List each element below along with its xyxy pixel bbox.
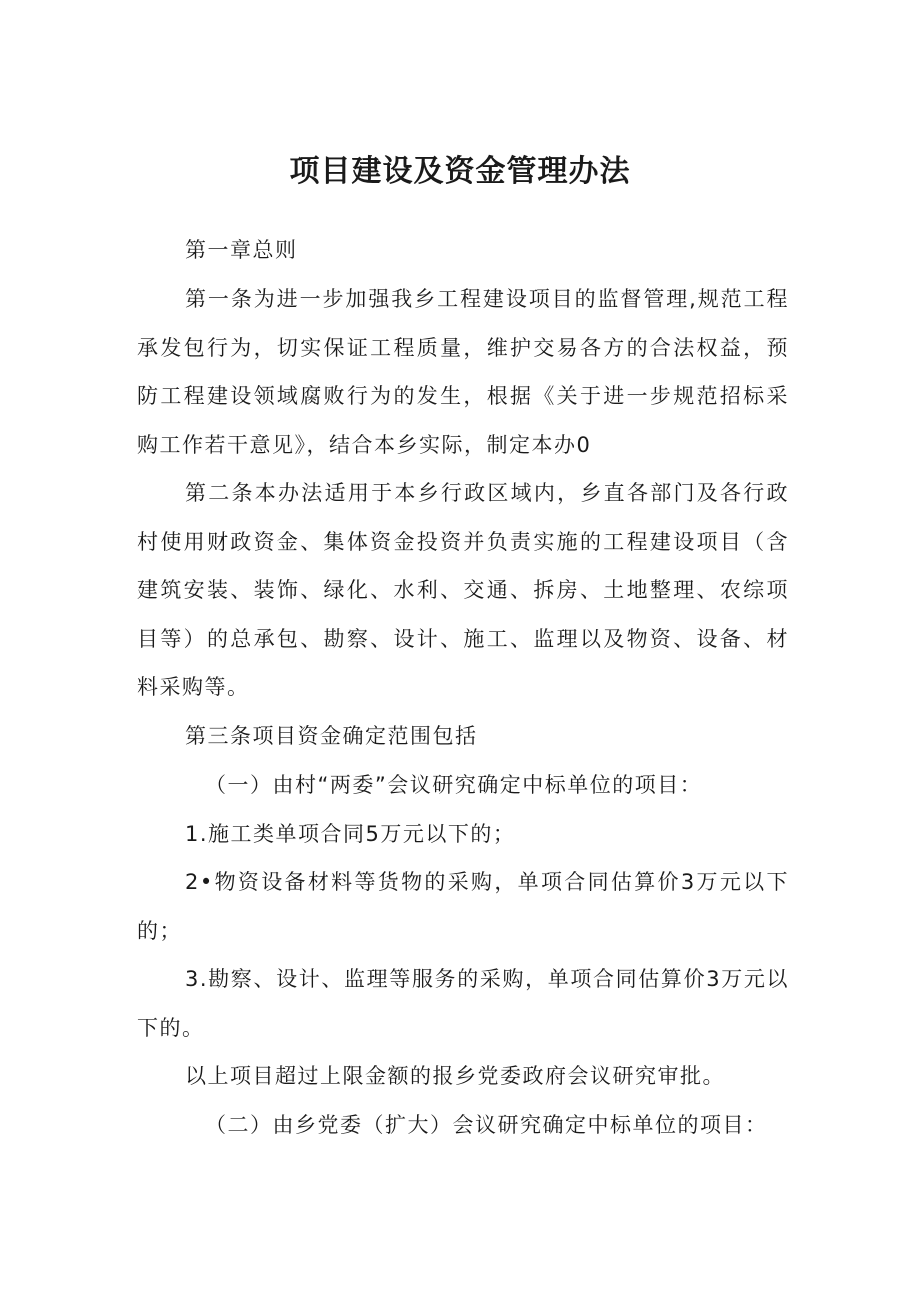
- chapter-heading: 第一章总则: [185, 238, 298, 262]
- clause-1-heading: （一）由村“两委”会议研究确定中标单位的项目：: [205, 773, 703, 797]
- article-2-paragraph: 第二条本办法适用于本乡行政区域内，乡直各部门及各行政村使用财政资金、集体资金投资并负责实施的工程建设项目（含建筑安装、装饰、绿化、水利、交通、拆房、土地整理、农综项目等）的总承包、勘察、设计、施工、监理以及物资、设备、材料采购等。: [137, 481, 789, 699]
- article-1-paragraph: 第一条为进一步加强我乡工程建设项目的监督管理,规范工程承发包行为，切实保证工程质量，维护交易各方的合法权益，预防工程建设领域腐败行为的发生，根据《关于进一步规范招标采购工作若干意见》，结合本乡实际，制定本办0: [137, 287, 789, 457]
- list-item-3: 3.勘察、设计、监理等服务的采购，单项合同估算价3万元以下的。: [137, 967, 789, 1040]
- approval-note: 以上项目超过上限金额的报乡党委政府会议研究审批。: [185, 1064, 725, 1088]
- list-item-1: 1.施工类单项合同5万元以下的；: [185, 822, 516, 846]
- document-title: 项目建设及资金管理办法: [289, 154, 631, 189]
- clause-2-heading: （二）由乡党委（扩大）会议研究确定中标单位的项目：: [205, 1113, 768, 1137]
- article-3-paragraph: 第三条项目资金确定范围包括: [185, 724, 478, 748]
- list-item-2: 2•物资设备材料等货物的采购，单项合同估算价3万元以下的；: [137, 870, 789, 943]
